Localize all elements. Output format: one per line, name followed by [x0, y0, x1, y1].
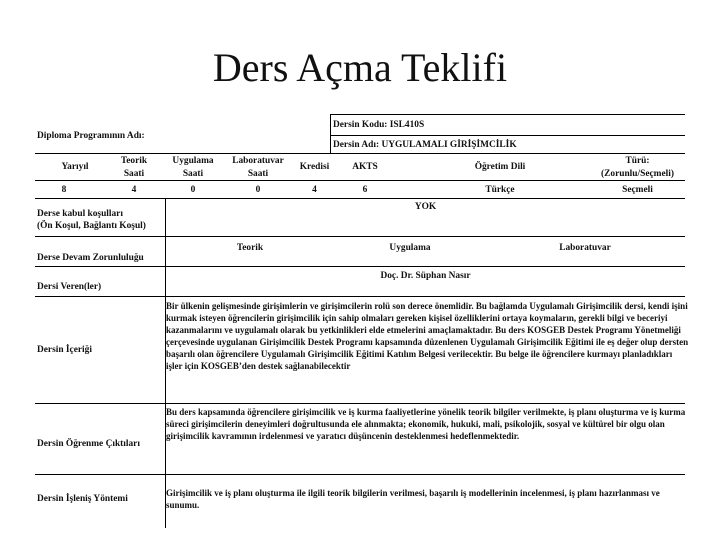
prerequisites-label-line1: Derse kabul koşulları — [37, 209, 123, 219]
table-line — [35, 296, 685, 297]
value-lab: 0 — [255, 185, 261, 195]
method-label: Dersin İşleniş Yöntemi — [37, 494, 128, 504]
value-practice: 0 — [190, 185, 196, 195]
value-theory: 4 — [131, 185, 137, 195]
table-line — [35, 153, 685, 154]
col-type-line1: Türü: — [625, 156, 650, 166]
table-line — [35, 474, 685, 475]
instructor-label: Dersi Veren(ler) — [37, 282, 102, 292]
col-lab-line2: Saati — [247, 169, 269, 179]
col-credit: Kredisi — [299, 162, 330, 172]
table-line — [35, 180, 685, 181]
course-code: Dersin Kodu: ISL410S — [333, 120, 425, 130]
course-name: Dersin Adı: UYGULAMALI GİRİŞİMCİLİK — [333, 140, 517, 150]
col-type-line2: (Zorunlu/Seçmeli) — [601, 169, 674, 179]
table-line — [35, 236, 685, 237]
table-line — [330, 114, 685, 115]
value-semester: 8 — [61, 185, 67, 195]
col-theory-line2: Saati — [123, 169, 145, 179]
attendance-label: Derse Devam Zorunluluğu — [37, 253, 144, 263]
outcomes-value: Bu ders kapsamında öğrencilere girişimcilik ve iş kurma faaliyetlerine yönelik teorik bilgiler verilmekte, iş planı oluşturma ve iş kurma süreci girişimcilerin deneyimleri doğrultusunda ele alınmakta; ekonomik, hukuki, mali, psikolojik, sosyal ve kültürel bir olgu olan girişimcilik kavramının irdelenmesi ve yaratıcı düşüncenin desteklenmesi hedeflenmektedir. — [166, 407, 686, 441]
outcomes-label: Dersin Öğrenme Çıktıları — [37, 439, 140, 449]
value-type: Seçmeli — [622, 185, 653, 195]
prerequisites-label-line2: (Ön Koşul, Bağlantı Koşul) — [37, 221, 146, 231]
table-line — [35, 198, 685, 199]
instructor-value: Doç. Dr. Süphan Nasır — [380, 271, 471, 281]
table-line — [330, 114, 331, 154]
value-language: Türkçe — [485, 185, 515, 195]
col-theory-line1: Teorik — [120, 156, 148, 166]
attendance-lab: Laboratuvar — [559, 243, 611, 253]
table-line — [330, 135, 685, 136]
table-line — [35, 266, 685, 267]
prerequisites-value: YOK — [414, 202, 437, 212]
col-practice-line1: Uygulama — [172, 156, 214, 166]
page-title: Ders Açma Teklifi — [212, 45, 508, 90]
col-practice-line2: Saati — [182, 169, 204, 179]
content-value: Bir ülkenin gelişmesinde girişimlerin ve girişimcilerin rolü son derece önemlidir. Bu bağlamda Uygulamalı Girişimcilik dersi, kendi işini kurmak isteyen öğrencilerin girişimcilik için sahip olmaları gereken kişisel özelliklerini ortaya koymaların, gerekli bilgi ve beceriyi kazanmalarını ve uygulamalı olarak bu yetkinlikleri elde etmelerini amaçlamaktadır. Bu ders KOSGEB Destek Programı Yönetmeliği çerçevesinde uygulanan Girişimcilik Destek Programı kapsamında düzenlenen Uygulamalı Girişimcilik Eğitimi ile eş değer olup dersten başarılı olan öğrencilere Uygulamalı Girişimcilik Eğitimi Katılım Belgesi verilecektir. Bu belge ile öğrencilere kurmayı planladıkları işler için KOSGEB’den destek sağlanabilecektir — [166, 301, 689, 371]
col-semester: Yarıyıl — [61, 162, 89, 172]
program-label: Diploma Programının Adı: — [37, 131, 145, 141]
col-ects: AKTS — [352, 162, 378, 172]
col-lab-line1: Laboratuvar — [232, 156, 284, 166]
attendance-practice: Uygulama — [389, 243, 431, 253]
col-language: Öğretim Dili — [474, 162, 526, 172]
content-label: Dersin İçeriği — [37, 345, 92, 355]
attendance-theory: Teorik — [236, 243, 264, 253]
value-ects: 6 — [362, 185, 368, 195]
table-line — [35, 403, 685, 404]
value-credit: 4 — [312, 185, 317, 195]
method-value: Girişimcilik ve iş planı oluşturma ile ilgili teorik bilgilerin verilmesi, başarılı iş modellerinin incelenmesi, iş planı hazırlanması ve sunumu. — [166, 488, 660, 510]
